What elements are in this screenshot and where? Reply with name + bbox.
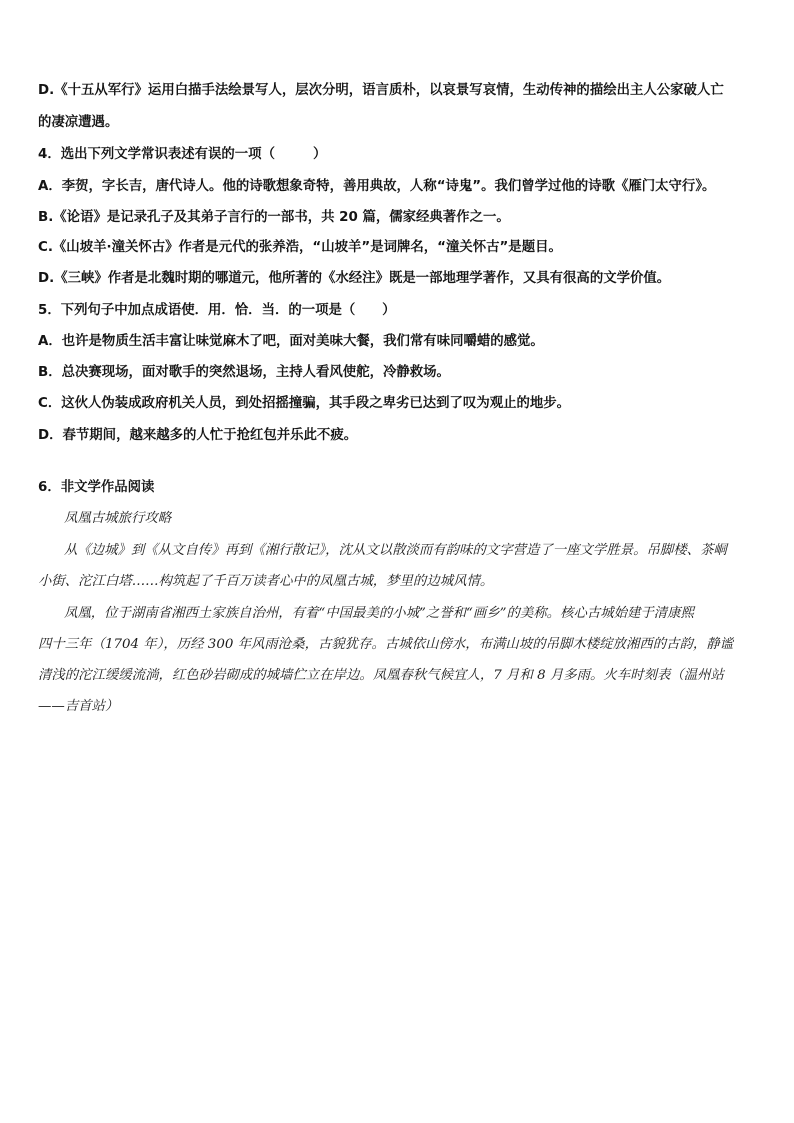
article-title: 凤凰古城旅行攻略 [64,511,172,526]
article-para1-line2: 小街、沱江白塔……构筑起了千百万读者心中的凤凰古城，梦里的边城风情。 [38,574,494,589]
q5-option-a: A．也许是物质生活丰富让味觉麻木了吧，面对美味大餐，我们常有味同嚼蜡的感觉。 [38,334,544,349]
q4-option-b: B.《论语》是记录孔子及其弟子言行的一部书，共 20 篇，儒家经典著作之一。 [38,210,510,225]
q4-stem-text: 4．选出下列文学常识表述有误的一项（ [38,147,275,162]
q4-option-c: C.《山坡羊·潼关怀古》作者是元代的张养浩，“山坡羊”是词牌名，“潼关怀古”是题目。 [38,240,562,255]
q4-option-a: A．李贺，字长吉，唐代诗人。他的诗歌想象奇特，善用典故，人称“诗鬼”。我们曾学过他的诗歌《雁门太守行》。 [38,179,716,194]
article-para2-line2: 四十三年（1704 年），历经 300 年风雨沧桑，古貌犹存。古城依山傍水，布满山坡的吊脚木楼绽放湘西的古韵，静谧 [38,637,734,652]
q5-option-c: C．这伙人伪装成政府机关人员，到处招摇撞骗，其手段之卑劣已达到了叹为观止的地步。 [38,396,571,411]
article-para1-line1: 从《边城》到《从文自传》再到《湘行散记》，沈从文以散淡而有韵味的文字营造了一座文学胜景。吊脚楼、茶峒 [64,543,727,558]
q4-option-d: D.《三峡》作者是北魏时期的哪道元，他所著的《水经注》既是一部地理学著作，又具有很高的文学价值。 [38,271,671,286]
q5-stem: 5．下列句子中加点成语使．用．恰．当．的一项是（ ） [38,303,396,318]
article-para2-line3: 清浅的沱江缓缓流淌，红色砂岩砌成的城墙伫立在岸边。凤凰春秋气候宜人，7 月和 8 月多雨。火车时刻表（温州站 [38,668,724,683]
article-para2-line1: 凤凰，位于湖南省湘西土家族自治州，有着“中国最美的小城”之誉和“画乡”的美称。核心古城始建于清康熙 [64,606,694,621]
q3-option-d-line1: D.《十五从军行》运用白描手法绘景写人，层次分明，语言质朴，以哀景写哀情，生动传神的描绘出主人公家破人亡 [38,83,724,98]
article-para2-line4: ——吉首站） [38,699,119,714]
q4-stem [38,145,326,165]
q6-title: 6．非文学作品阅读 [38,480,155,495]
q5-option-d: D．春节期间，越来越多的人忙于抢红包并乐此不疲。 [38,428,358,443]
q5-option-b: B．总决赛现场，面对歌手的突然退场，主持人看风使舵，冷静救场。 [38,365,450,380]
q4-stem-close: ） [312,147,327,162]
q3-option-d-line2: 的凄凉遭遇。 [38,115,119,130]
